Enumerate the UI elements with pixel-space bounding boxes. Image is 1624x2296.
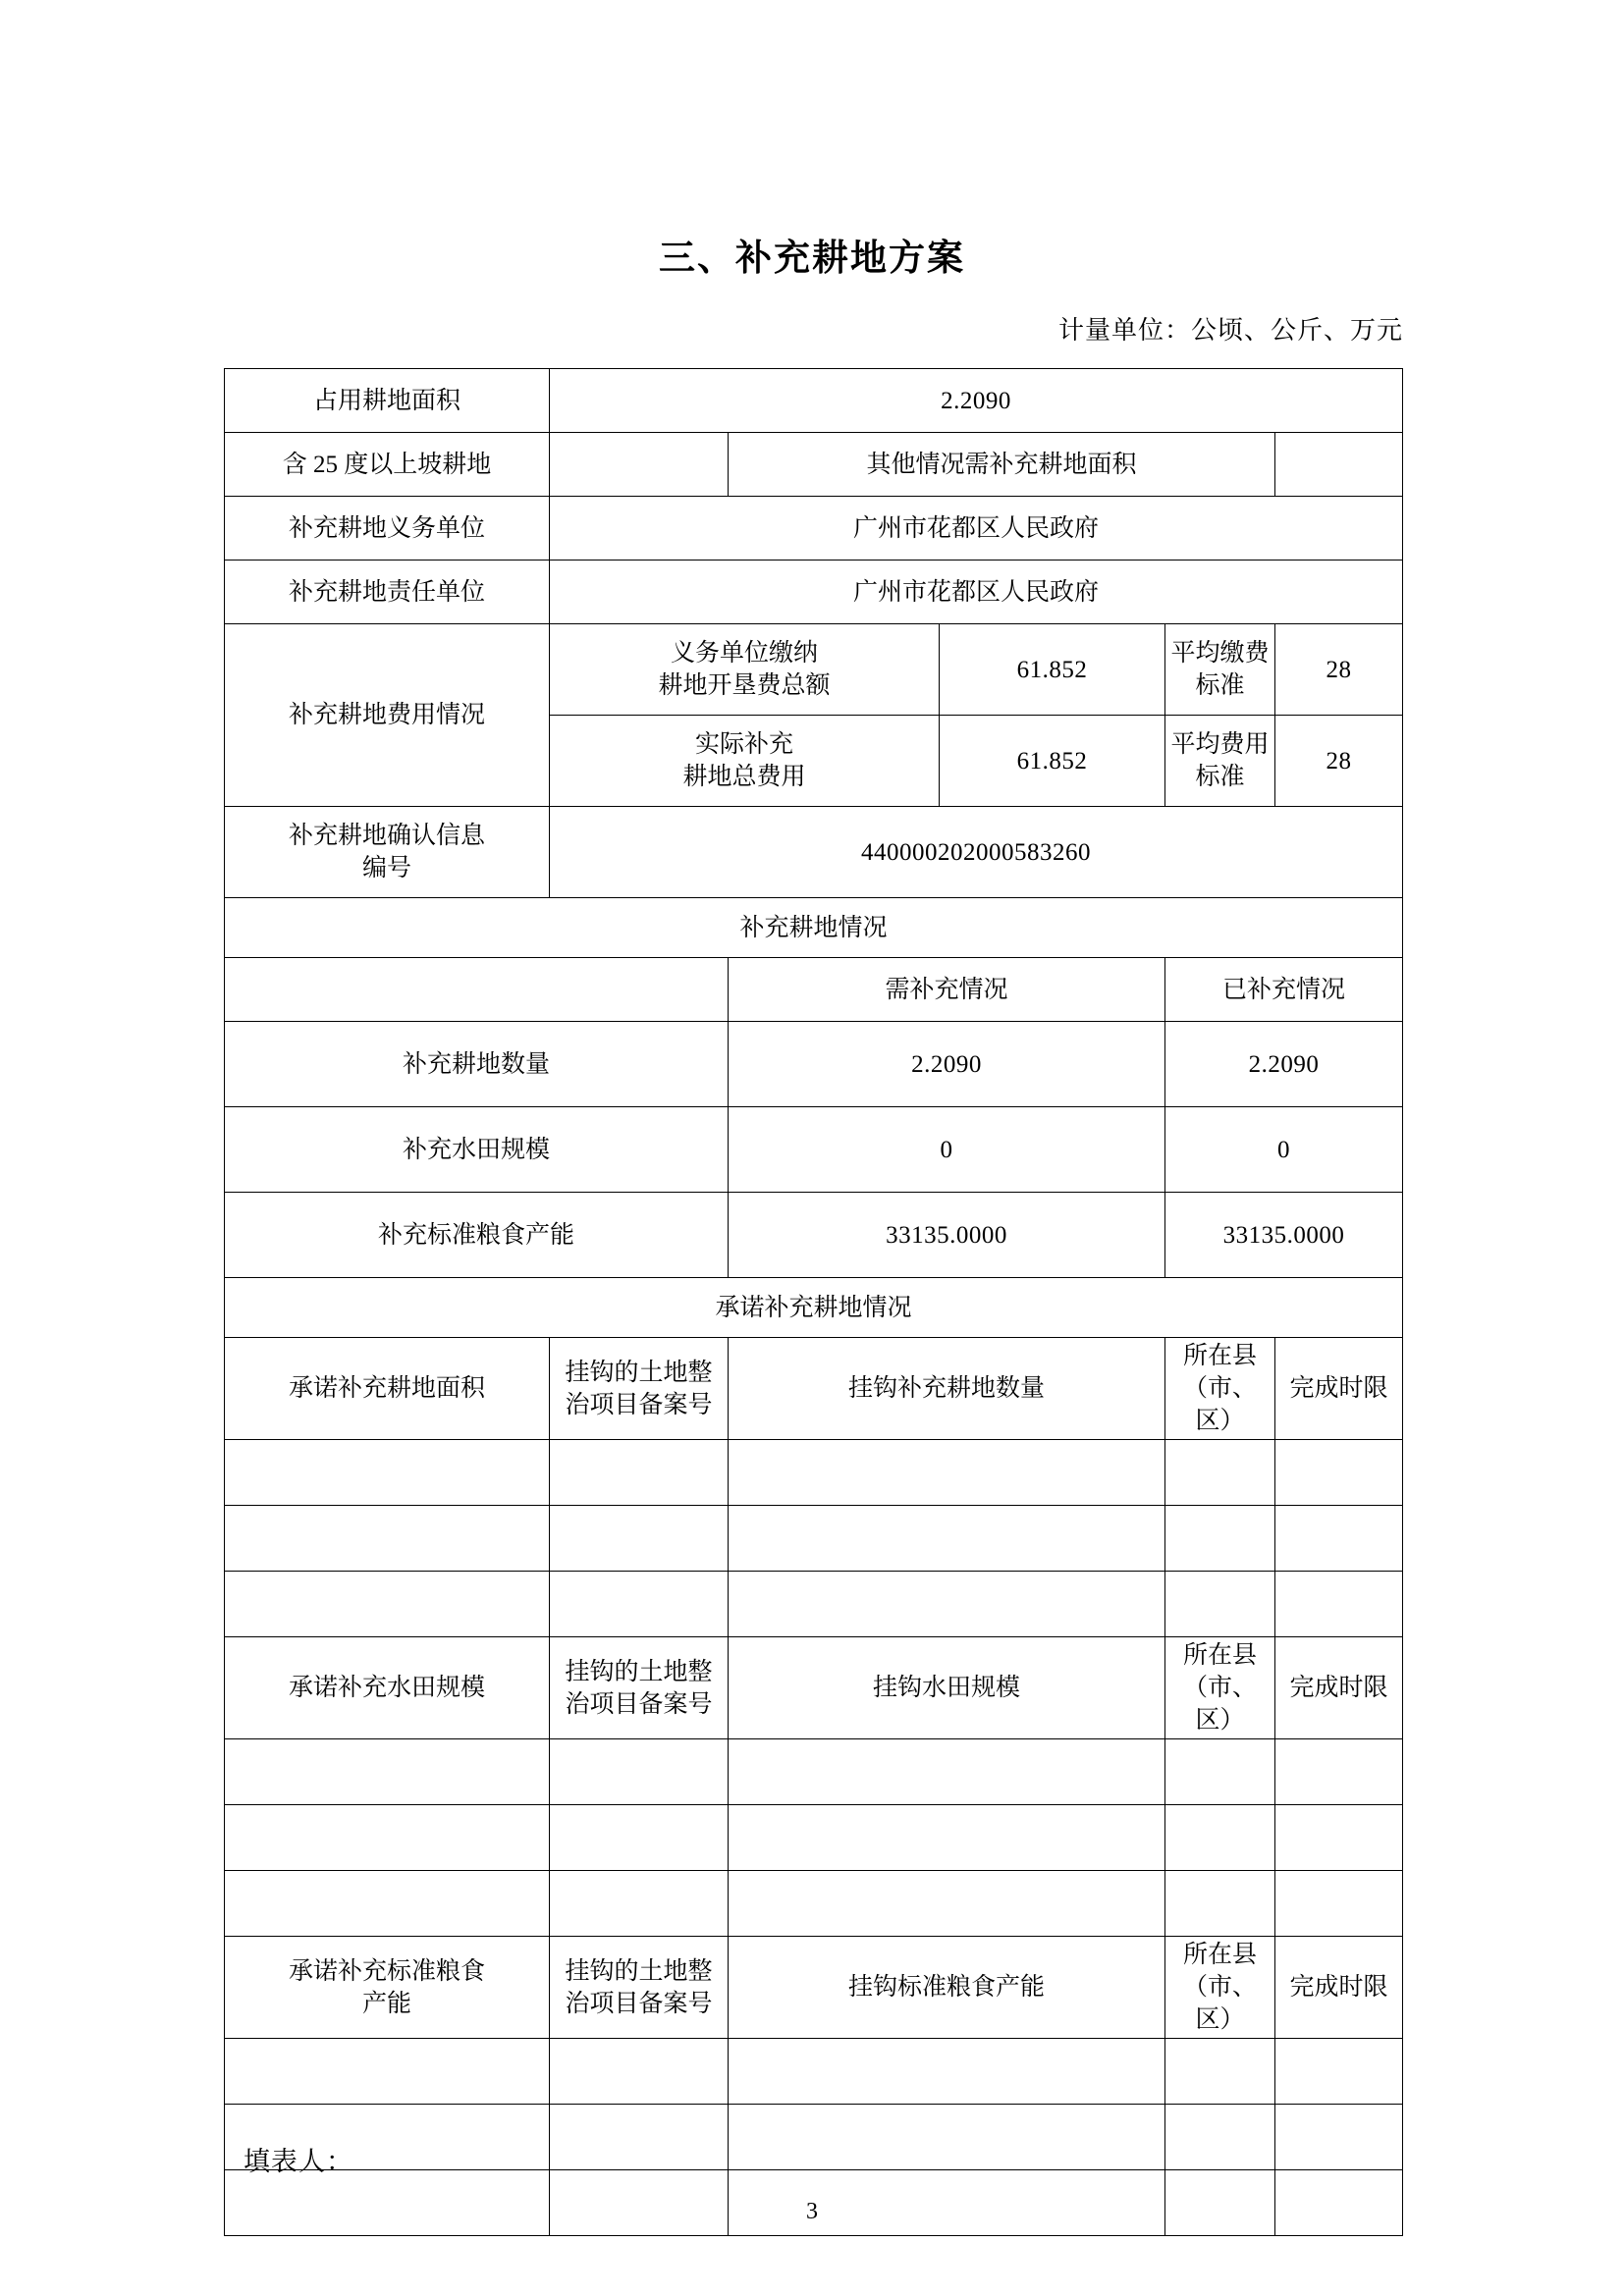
page-number: 3 [806,2199,818,2224]
commit-2-r1-c3 [1165,1805,1275,1871]
commit-2-r1-c1 [550,1805,729,1871]
commit-2-r0-c0 [225,1739,550,1805]
commit-2-header-deadline: 完成时限 [1275,1637,1403,1739]
obligation-unit-value: 广州市花都区人民政府 [550,497,1403,561]
commit-3-header-grain-line1: 承诺补充标准粮食 [289,1957,486,1985]
commit-3-header-deadline: 完成时限 [1275,1937,1403,2039]
supplement-row-need-2: 33135.0000 [729,1193,1165,1278]
table-row [225,1805,1403,1871]
other-need-value [1275,433,1403,497]
fee-item-label-2-line2: 耕地总费用 [682,764,806,790]
fee-item-label-2 [550,716,940,807]
fee-item-label-1 [550,624,940,716]
supplement-header-done: 已补充情况 [1165,958,1403,1022]
commit-1-r1-c3 [1165,1506,1275,1572]
table-row-responsible-unit [225,561,1403,624]
supplement-header-blank [225,958,729,1022]
table-row-fee-1 [225,624,1403,716]
responsible-unit-value: 广州市花都区人民政府 [550,561,1403,624]
confirm-number-label-line1: 补充耕地确认信息 [289,823,486,849]
commit-3-header-county: 所在县（市、区） [1165,1937,1275,2039]
commit-3-r1-c1 [550,2105,729,2170]
supplement-header-need: 需补充情况 [729,958,1165,1022]
occupied-area-value: 2.2090 [550,369,1403,433]
commit-2-r1-c4 [1275,1805,1403,1871]
commit-2-header-project-code-line2: 治项目备案号 [565,1690,713,1718]
supplementary-farmland-table-wrapper [224,368,1402,2236]
table-row-commit-block-2-header [225,1637,1403,1739]
supplement-row-label-2: 补充标准粮食产能 [225,1193,729,1278]
commit-1-r2-c3 [1165,1572,1275,1637]
supplement-row-label-1: 补充水田规模 [225,1107,729,1193]
commit-3-r1-c4 [1275,2105,1403,2170]
commit-1-header-project-code [550,1338,729,1440]
commit-3-header-project-code [550,1937,729,2039]
supplement-row-need-1: 0 [729,1107,1165,1193]
commit-2-r1-c2 [729,1805,1165,1871]
commit-2-header-project-code-line1: 挂钩的土地整 [565,1658,713,1685]
slope-land-value [550,433,729,497]
fee-standard-value-2: 28 [1275,716,1403,807]
table-row-supplement-section-title [225,898,1403,958]
supplement-row-need-0: 2.2090 [729,1022,1165,1107]
commit-2-r2-c2 [729,1871,1165,1937]
table-row-supplement-grain [225,1193,1403,1278]
fee-item-label-1-line2: 耕地开垦费总额 [658,672,831,699]
fee-standard-label-1: 平均缴费标准 [1165,624,1275,716]
commit-3-header-project-code-line1: 挂钩的土地整 [565,1957,713,1985]
supplement-section-title: 补充耕地情况 [225,898,1403,958]
other-need-label: 其他情况需补充耕地面积 [729,433,1275,497]
table-row [225,1572,1403,1637]
table-row-commit-section-title [225,1278,1403,1338]
commit-1-r0-c4 [1275,1440,1403,1506]
commit-3-header-grain [225,1937,550,2039]
supplement-row-label-0: 补充耕地数量 [225,1022,729,1107]
occupied-area-label: 占用耕地面积 [225,369,550,433]
table-row-supplement-quantity [225,1022,1403,1107]
commit-2-r0-c2 [729,1739,1165,1805]
commit-3-r0-c2 [729,2039,1165,2105]
commit-2-r0-c4 [1275,1739,1403,1805]
confirm-number-value: 440000202000583260 [550,807,1403,898]
commit-1-r2-c2 [729,1572,1165,1637]
supplement-row-done-2: 33135.0000 [1165,1193,1403,1278]
commit-1-r2-c4 [1275,1572,1403,1637]
table-row-commit-block-1-header [225,1338,1403,1440]
commit-1-header-county: 所在县（市、区） [1165,1338,1275,1440]
commit-1-r0-c1 [550,1440,729,1506]
commit-2-r2-c0 [225,1871,550,1937]
commit-1-r0-c2 [729,1440,1165,1506]
commit-3-r0-c3 [1165,2039,1275,2105]
commit-1-header-area: 承诺补充耕地面积 [225,1338,550,1440]
form-filler-label: 填表人： [244,2147,353,2176]
fee-amount-2: 61.852 [940,716,1165,807]
commit-3-r1-c3 [1165,2105,1275,2170]
commit-3-r0-c0 [225,2039,550,2105]
commit-1-r1-c2 [729,1506,1165,1572]
commit-1-r1-c1 [550,1506,729,1572]
table-row-commit-block-3-header [225,1937,1403,2039]
commit-1-r0-c0 [225,1440,550,1506]
table-row [225,2039,1403,2105]
commit-2-r0-c3 [1165,1739,1275,1805]
table-row-obligation-unit [225,497,1403,561]
commit-2-header-scale: 承诺补充水田规模 [225,1637,550,1739]
commit-1-header-deadline: 完成时限 [1275,1338,1403,1440]
obligation-unit-label: 补充耕地义务单位 [225,497,550,561]
confirm-number-label-line2: 编号 [362,855,412,881]
confirm-number-label [225,807,550,898]
table-row-supplement-headers [225,958,1403,1022]
page-title: 三、补充耕地方案 [659,239,965,279]
commit-2-header-county: 所在县（市、区） [1165,1637,1275,1739]
commit-3-r0-c4 [1275,2039,1403,2105]
commit-2-header-paddy-scale: 挂钩水田规模 [729,1637,1165,1739]
table-row [225,1871,1403,1937]
table-row [225,1739,1403,1805]
fee-amount-1: 61.852 [940,624,1165,716]
commit-1-header-quantity: 挂钩补充耕地数量 [729,1338,1165,1440]
commit-2-r2-c1 [550,1871,729,1937]
table-row-confirm-number [225,807,1403,898]
commit-1-r2-c1 [550,1572,729,1637]
table-row [225,1506,1403,1572]
fee-standard-value-1: 28 [1275,624,1403,716]
table-row-slope-land [225,433,1403,497]
table-row [225,2105,1403,2170]
commit-3-header-project-code-line2: 治项目备案号 [565,1990,713,2017]
slope-land-label: 含 25 度以上坡耕地 [225,433,550,497]
commit-2-r2-c3 [1165,1871,1275,1937]
table-row-supplement-paddy [225,1107,1403,1193]
commit-2-r2-c4 [1275,1871,1403,1937]
supplement-row-done-0: 2.2090 [1165,1022,1403,1107]
commit-2-r1-c0 [225,1805,550,1871]
commit-1-header-project-code-line2: 治项目备案号 [565,1391,713,1418]
commit-2-r0-c1 [550,1739,729,1805]
supplementary-farmland-table [224,368,1403,2236]
fee-section-label: 补充耕地费用情况 [225,624,550,807]
commit-1-r0-c3 [1165,1440,1275,1506]
commit-3-header-grain-capacity: 挂钩标准粮食产能 [729,1937,1165,2039]
measurement-unit-note: 计量单位：公顷、公斤、万元 [1057,316,1403,345]
commit-3-r0-c1 [550,2039,729,2105]
fee-item-label-2-line1: 实际补充 [695,731,794,758]
commit-3-header-grain-line2: 产能 [362,1990,412,2017]
fee-item-label-1-line1: 义务单位缴纳 [671,640,819,667]
supplement-row-done-1: 0 [1165,1107,1403,1193]
commit-1-r2-c0 [225,1572,550,1637]
responsible-unit-label: 补充耕地责任单位 [225,561,550,624]
commit-1-r1-c4 [1275,1506,1403,1572]
commit-1-r1-c0 [225,1506,550,1572]
table-row [225,1440,1403,1506]
commit-section-title: 承诺补充耕地情况 [225,1278,1403,1338]
commit-3-r1-c2 [729,2105,1165,2170]
commit-1-header-project-code-line1: 挂钩的土地整 [565,1359,713,1386]
table-row-occupied-area [225,369,1403,433]
fee-standard-label-2: 平均费用标准 [1165,716,1275,807]
commit-2-header-project-code [550,1637,729,1739]
